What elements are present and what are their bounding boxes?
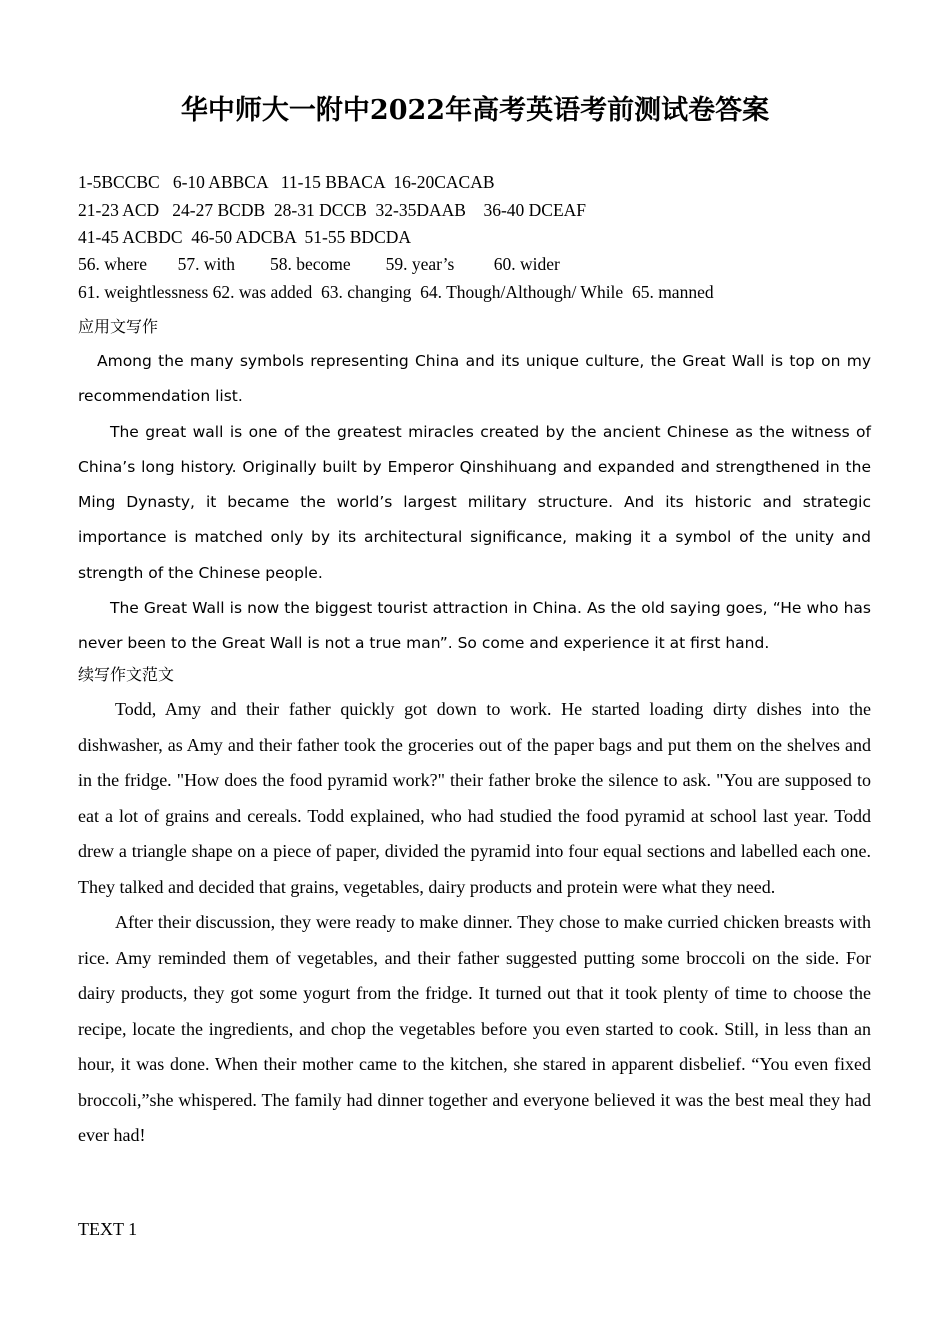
answer-line: 41-45 ACBDC 46-50 ADCBA 51-55 BDCDA [78,227,412,247]
page-title: 华中师大一附中2022年高考英语考前测试卷答案 [180,95,770,126]
answer-key [78,170,878,308]
practical-writing-essay [78,344,871,662]
continuation-writing-essay [78,692,871,1154]
essay-paragraph: The Great Wall is now the biggest tourist attraction in China. As the old saying goes, “He who has never been to the Great Wall is not a true man”. So come and experience it at first hand. [78,599,871,653]
text-1-label: TEXT 1 [78,1219,138,1239]
answer-line: 21-23 ACD 24-27 BCDB 28-31 DCCB 32-35DAAB 36-40 DCEAF [78,200,587,220]
essay-paragraph: The great wall is one of the greatest miracles created by the ancient Chinese as the witness of China’s long history. Originally built by Emperor Qinshihuang and expanded and strengthened in the Ming Dynasty, it became the world’s largest military structure. And its historic and strategic importance is matched only by its architectural significance, making it a symbol of the unity and strength of the Chinese people. [78,422,871,582]
essay-paragraph: After their discussion, they were ready to make dinner. They chose to make curried chicken breasts with rice. Amy reminded them of vegetables, and their father suggested putting some broccoli on the side. For dairy products, they got some yogurt from the fridge. It turned out that it took plenty of time to choose the recipe, locate the ingredients, and chop the vegetables before you even started to cook. Still, in less than an hour, it was done. When their mother came to the kitchen, she stared in apparent disbelief. “You even fixed broccoli,”she whispered. The family had dinner together and everyone believed it was the best meal they had ever had! [78,912,871,1145]
essay-paragraph: Todd, Amy and their father quickly got down to work. He started loading dirty dishes into the dishwasher, as Amy and their father took the groceries out of the paper bags and put them on the shelves and in the fridge. "How does the food pyramid work?" their father broke the silence to ask. "You are supposed to eat a lot of grains and cereals. Todd explained, who had studied the food pyramid at school last year. Todd drew a triangle shape on a piece of paper, divided the pyramid into four equal sections and labelled each one. They talked and decided that grains, vegetables, dairy products and protein were what they need. [78,699,871,897]
section-heading-practical-writing: 应用文写作 [78,317,159,336]
essay-paragraph: Among the many symbols representing China and its unique culture, the Great Wall is top on my recommendation list. [78,352,871,406]
answer-line: 1-5BCCBC 6-10 ABBCA 11-15 BBACA 16-20CACAB [78,172,495,192]
answer-line: 56. where 57. with 58. become 59. year’s 60. wider [78,254,560,274]
answer-line: 61. weightlessness 62. was added 63. changing 64. Though/Although/ While 65. manned [78,282,714,302]
section-heading-continuation-writing: 续写作文范文 [78,665,175,684]
